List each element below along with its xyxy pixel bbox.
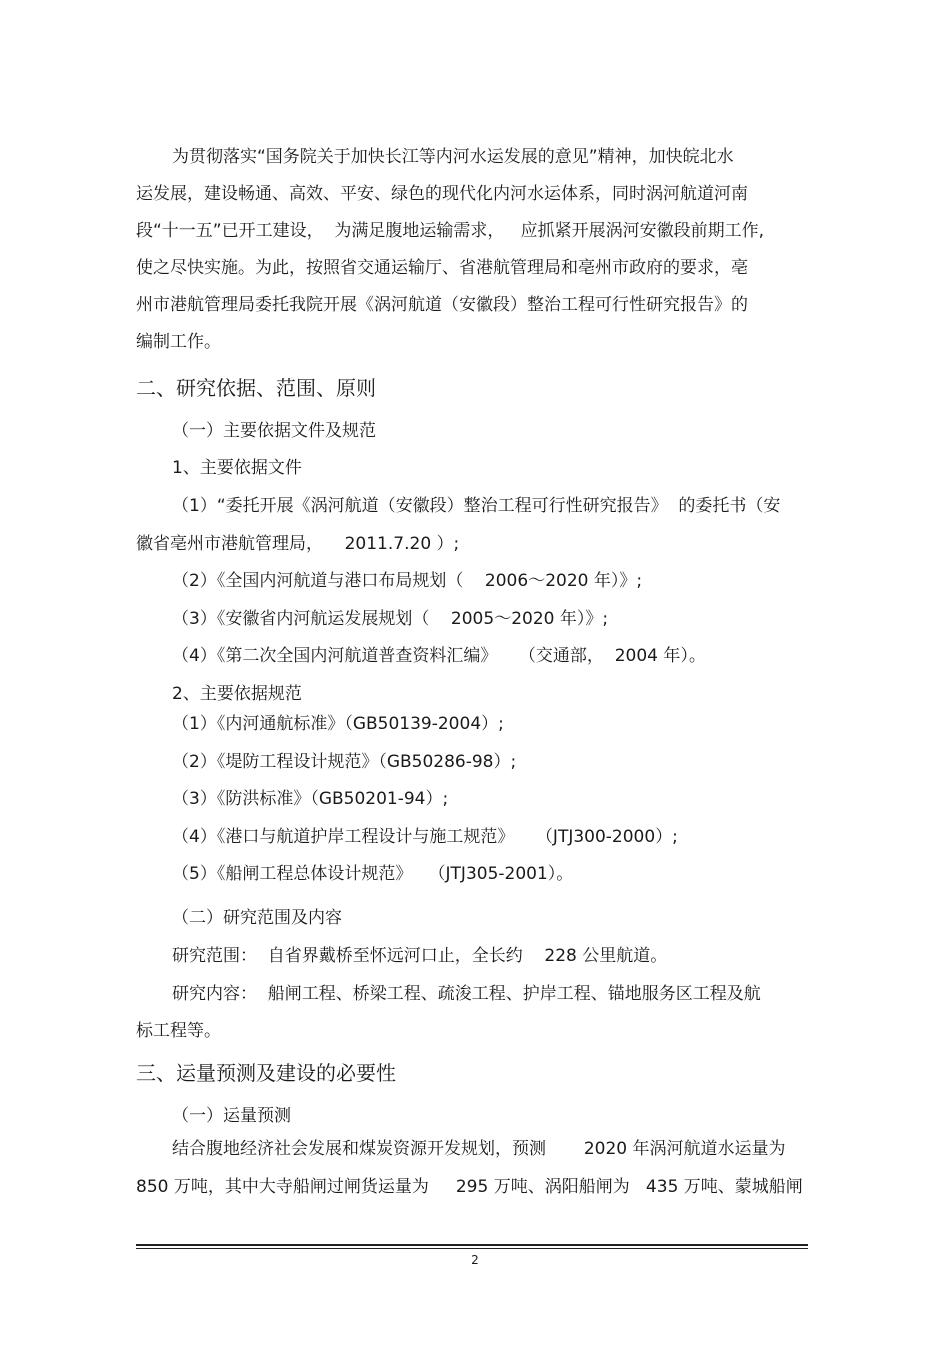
- footer-rule-thin: [136, 1248, 808, 1249]
- norm-item-3: （3）《防洪标准》（GB50201-94）;: [172, 789, 449, 809]
- intro-line-3: 段“十一五”已开工建设， 为满足腹地运输需求， 应抓紧开展涡河安徽段前期工作,: [136, 221, 765, 241]
- doc-item-1: （1）“委托开展《涡河航道（安徽段）整治工程可行性研究报告》 的委托书（安: [172, 496, 781, 516]
- section-3-sub-1: （一）运量预测: [172, 1106, 291, 1126]
- section-2-sub-2: （二）研究范围及内容: [172, 908, 342, 928]
- page-number: 2: [471, 1253, 479, 1267]
- section-2-heading: 二、研究依据、范围、原则: [136, 376, 376, 400]
- doc-item-1-cont: 徽省亳州市港航管理局， 2011.7.20 ）;: [136, 534, 460, 554]
- doc-item-3: （3）《安徽省内河航运发展规划（ 2005～2020 年）》;: [172, 609, 609, 629]
- intro-line-6: 编制工作。: [136, 332, 221, 352]
- section-2-sub-1: （一）主要依据文件及规范: [172, 421, 376, 441]
- doc-item-4: （4）《第二次全国内河航道普查资料汇编》 （交通部， 2004 年）。: [172, 646, 706, 666]
- research-content-1: 研究内容： 船闸工程、桥梁工程、疏浚工程、护岸工程、锚地服务区工程及航: [172, 984, 761, 1004]
- footer-rule-thick: [136, 1244, 808, 1246]
- docs-title: 1、主要依据文件: [172, 458, 302, 478]
- norm-item-5: （5）《船闸工程总体设计规范》 （JTJ305-2001）。: [172, 864, 574, 884]
- forecast-line-2: 850 万吨，其中大寺船闸过闸货运量为 295 万吨、涡阳船闸为 435 万吨、蒙城船闸: [136, 1177, 803, 1197]
- research-scope: 研究范围： 自省界戴桥至怀远河口止，全长约 228 公里航道。: [172, 946, 668, 966]
- norm-item-2: （2）《堤防工程设计规范》（GB50286-98）;: [172, 752, 517, 772]
- research-content-2: 标工程等。: [136, 1021, 221, 1041]
- intro-line-5: 州市港航管理局委托我院开展《涡河航道（安徽段）整治工程可行性研究报告》的: [136, 295, 748, 315]
- norm-item-4: （4）《港口与航道护岸工程设计与施工规范》 （JTJ300-2000）;: [172, 827, 678, 847]
- intro-line-2: 运发展，建设畅通、高效、平安、绿色的现代化内河水运体系，同时涡河航道河南: [136, 184, 748, 204]
- intro-line-1: 为贯彻落实“国务院关于加快长江等内河水运发展的意见”精神，加快皖北水: [172, 147, 734, 167]
- section-3-heading: 三、运量预测及建设的必要性: [136, 1061, 396, 1085]
- doc-item-2: （2）《全国内河航道与港口布局规划（ 2006～2020 年）》;: [172, 571, 643, 591]
- intro-line-4: 使之尽快实施。为此，按照省交通运输厅、省港航管理局和亳州市政府的要求，亳: [136, 258, 748, 278]
- forecast-line-1: 结合腹地经济社会发展和煤炭资源开发规划，预测 2020 年涡河航道水运量为: [172, 1139, 786, 1159]
- norm-item-1: （1）《内河通航标准》（GB50139-2004）;: [172, 714, 504, 734]
- norms-title: 2、主要依据规范: [172, 684, 302, 704]
